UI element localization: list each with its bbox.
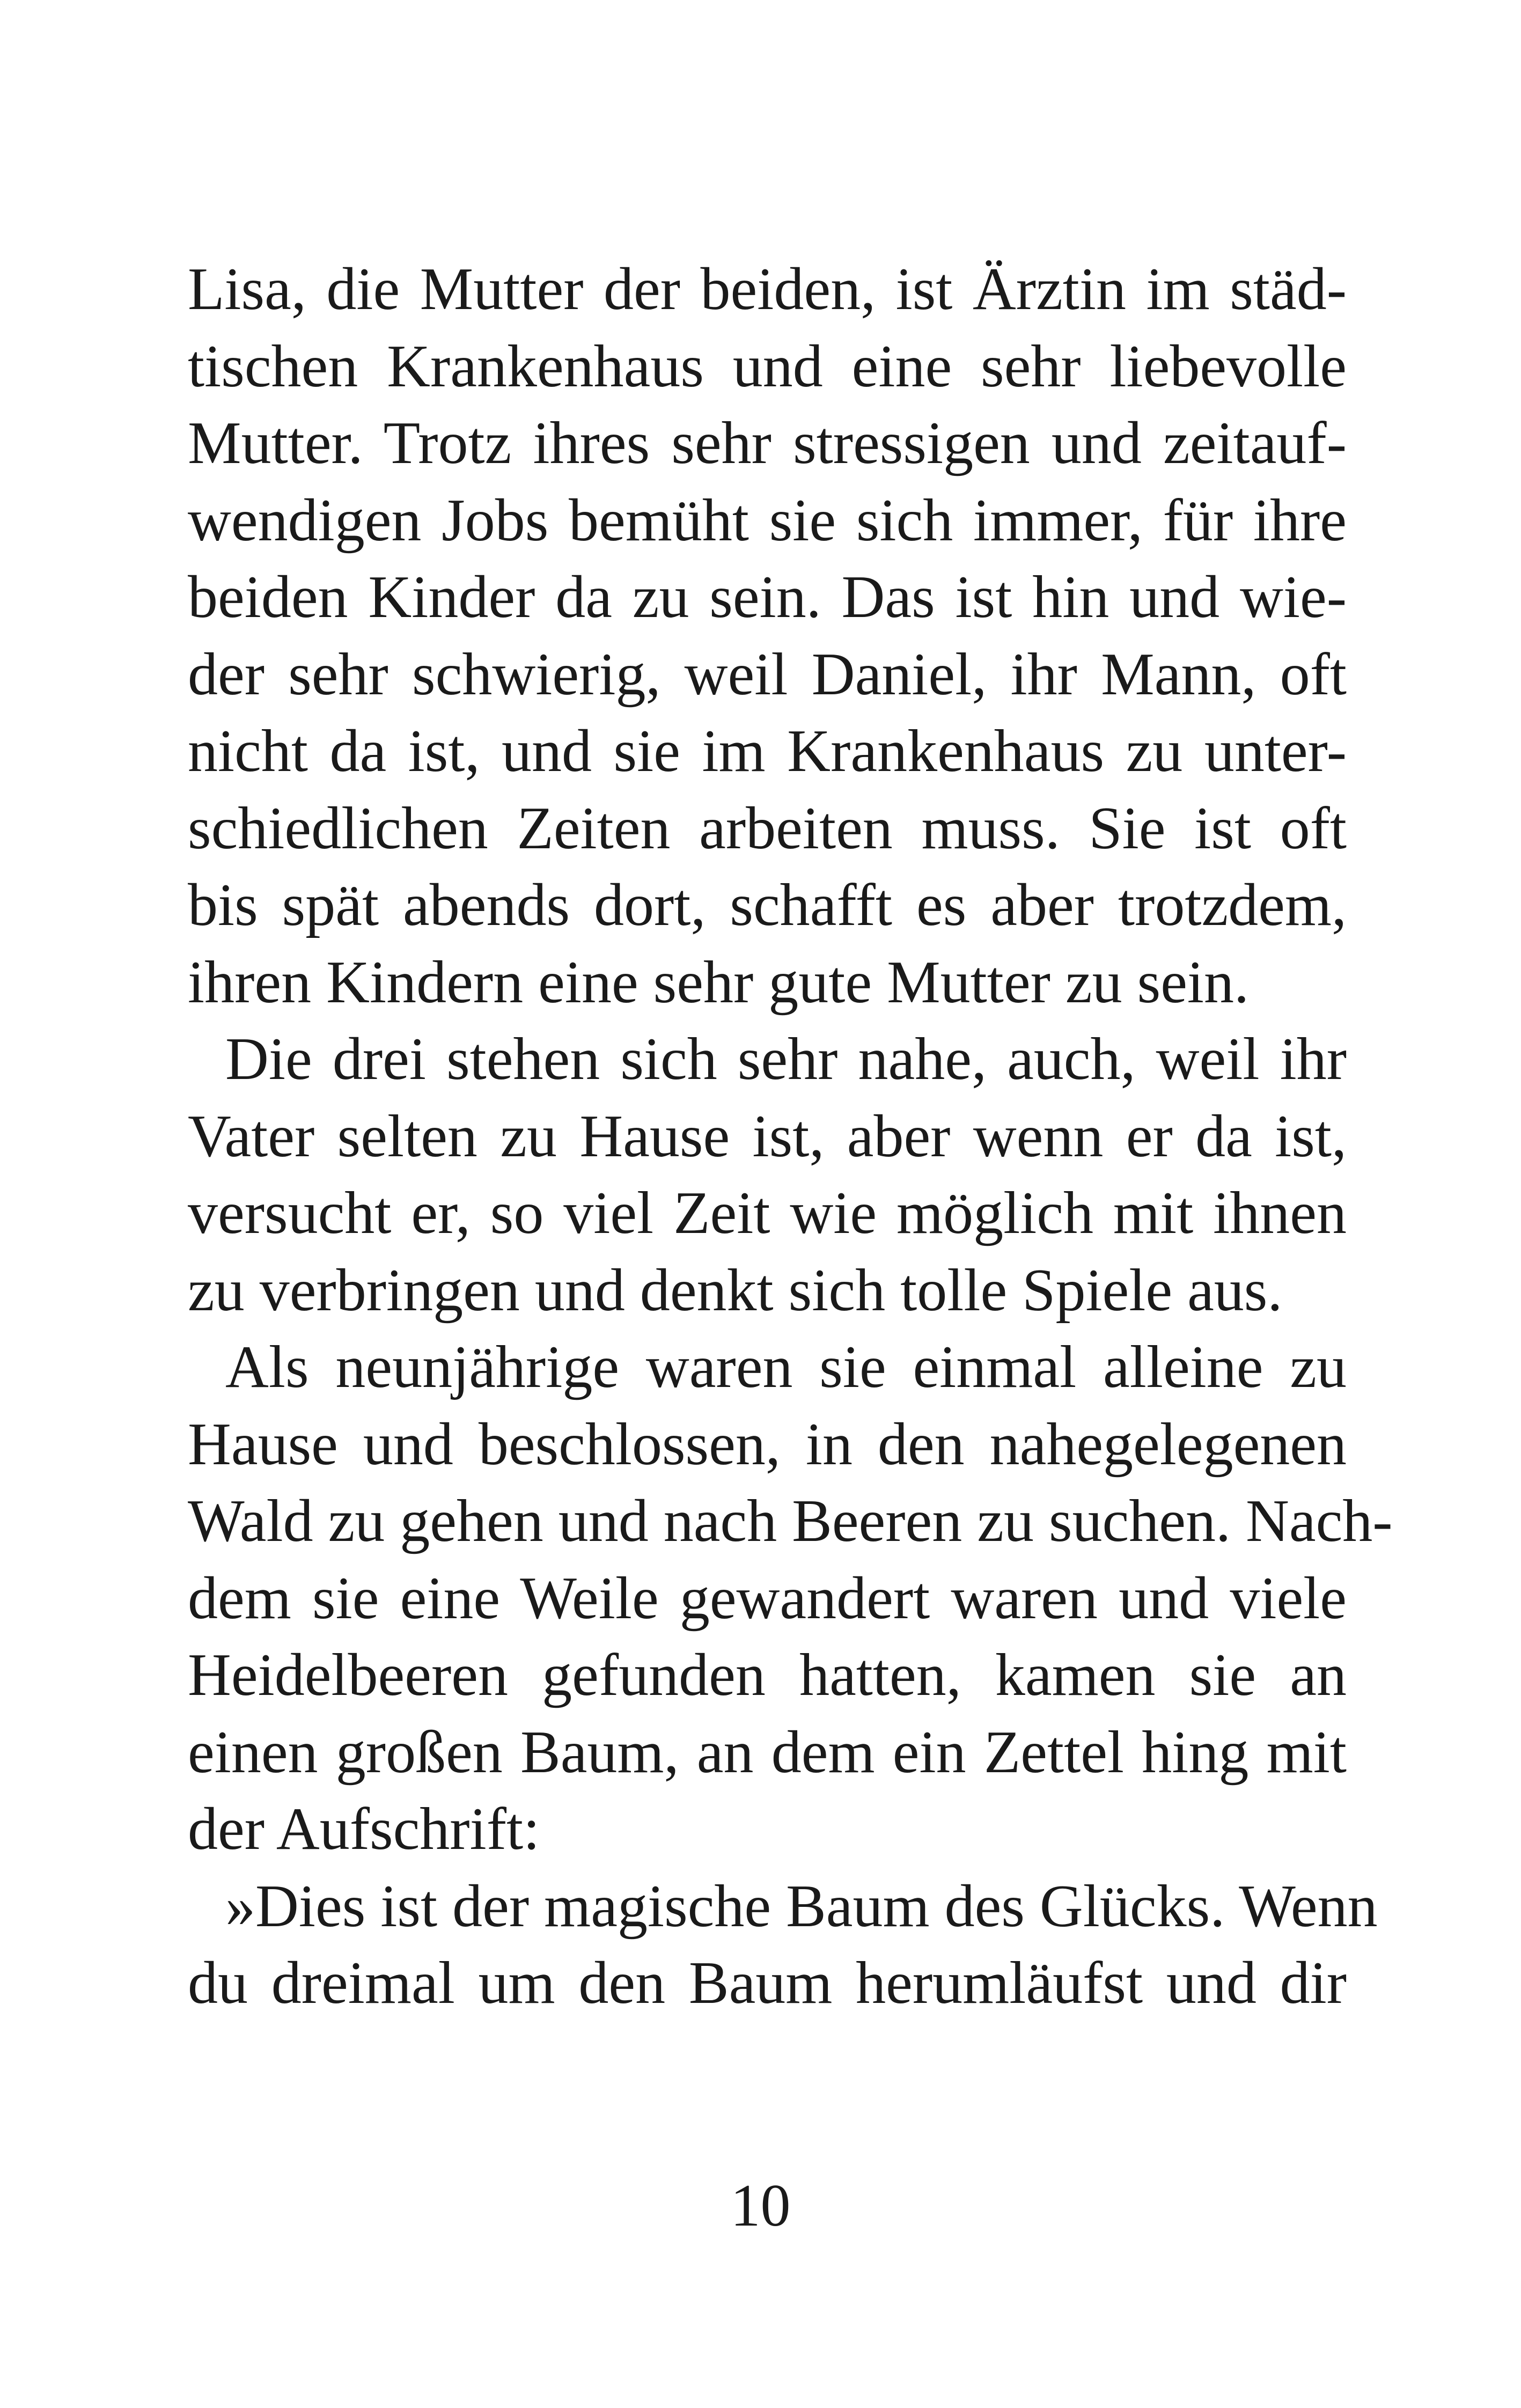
paragraph bbox=[188, 251, 1347, 1021]
text-line: ihren Kindern eine sehr gute Mutter zu sein. bbox=[188, 949, 1250, 1016]
body-text bbox=[188, 251, 1393, 2022]
text-line: der Aufschrift: bbox=[188, 1796, 540, 1862]
paragraph bbox=[188, 1021, 1347, 1329]
text-line: zu verbringen und denkt sich tolle Spiele aus. bbox=[188, 1257, 1283, 1324]
text-line: Lisa, die Mutter der beiden, ist Ärztin im städ- bbox=[188, 256, 1347, 322]
text-line: Hause und beschlossen, in den nahegelegenen bbox=[188, 1411, 1347, 1478]
text-line: tischen Krankenhaus und eine sehr liebevolle bbox=[188, 333, 1347, 400]
text-line: dem sie eine Weile gewandert waren und viele bbox=[188, 1565, 1347, 1632]
text-line: schiedlichen Zeiten arbeiten muss. Sie ist oft bbox=[188, 795, 1347, 862]
text-line: Wald zu gehen und nach Beeren zu suchen. Nach- bbox=[188, 1488, 1393, 1554]
text-line: du dreimal um den Baum herumläufst und dir bbox=[188, 1950, 1347, 2016]
page-number: 10 bbox=[730, 2172, 791, 2239]
text-line: wendigen Jobs bemüht sie sich immer, für ihre bbox=[188, 487, 1347, 554]
text-line: beiden Kinder da zu sein. Das ist hin und wie- bbox=[188, 564, 1347, 630]
text-line: Als neunjährige waren sie einmal alleine zu bbox=[225, 1334, 1347, 1400]
paragraph bbox=[188, 1868, 1378, 2022]
text-line: Mutter. Trotz ihres sehr stressigen und zeitauf- bbox=[188, 410, 1347, 476]
text-line: Heidelbeeren gefunden hatten, kamen sie an bbox=[188, 1642, 1347, 1708]
text-line: bis spät abends dort, schafft es aber trotzdem, bbox=[188, 872, 1347, 938]
text-line: Vater selten zu Hause ist, aber wenn er da ist, bbox=[188, 1103, 1347, 1170]
text-line: nicht da ist, und sie im Krankenhaus zu unter- bbox=[188, 718, 1347, 784]
text-line: der sehr schwierig, weil Daniel, ihr Mann, oft bbox=[188, 641, 1347, 708]
paragraph bbox=[188, 1329, 1393, 1868]
text-line: einen großen Baum, an dem ein Zettel hing mit bbox=[188, 1719, 1347, 1786]
text-line: »Dies ist der magische Baum des Glücks. Wenn bbox=[225, 1873, 1378, 1940]
text-line: versucht er, so viel Zeit wie möglich mit ihnen bbox=[188, 1180, 1347, 1246]
text-line: Die drei stehen sich sehr nahe, auch, weil ihr bbox=[225, 1026, 1347, 1092]
